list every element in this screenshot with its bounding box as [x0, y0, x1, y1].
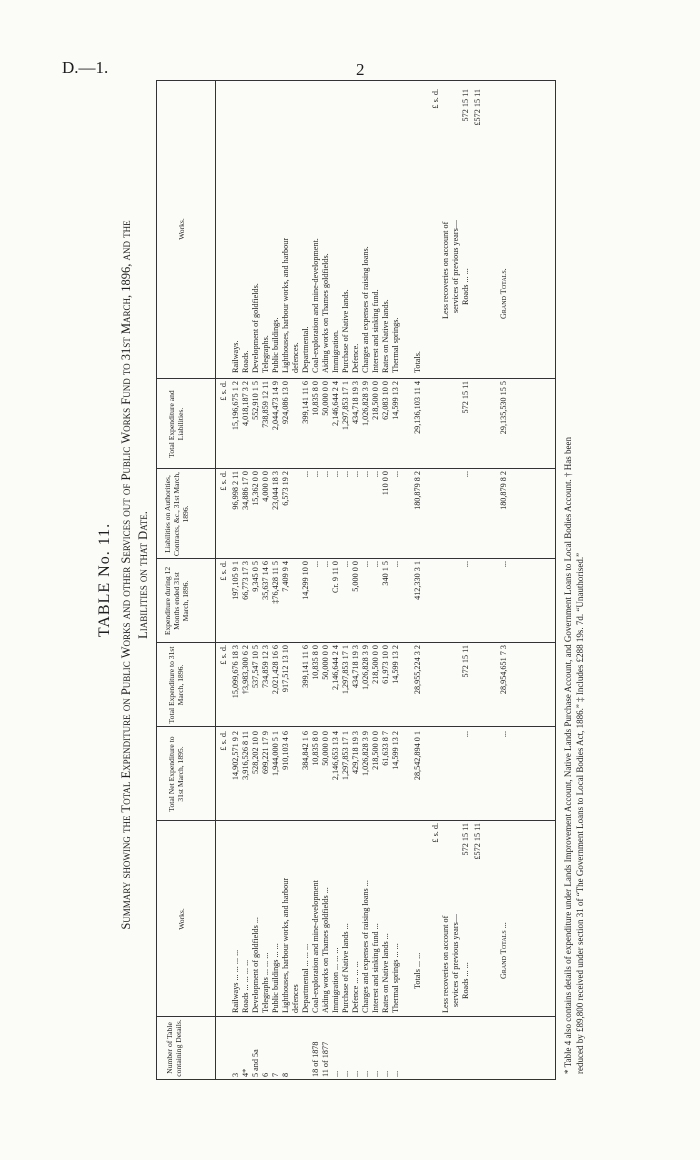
header-works-right: Works.: [177, 218, 186, 240]
row-12-during: 5,000 0 0: [351, 561, 360, 592]
row-15-totliab: 62,083 10 0: [381, 381, 390, 420]
row-15-during: 340 1 5: [381, 561, 390, 586]
row-0-works2: Railways.: [231, 340, 240, 373]
row-10-total: 2,146,644 2 4: [331, 645, 340, 691]
row-2-liab: 15,362 0 0: [251, 471, 260, 506]
row-4-liab: 23,044 18 3: [271, 471, 280, 510]
row-14-net: 218,500 0 0: [371, 731, 380, 770]
row-10-works: Immigration ... ... ...: [331, 947, 340, 1013]
header-liabilities: Liabilities on Authorities, Contracts, &c., 31st March, 1896.: [163, 471, 190, 557]
row-2-num: 5 and 5a: [251, 1049, 260, 1077]
row-1-net: 3,916,526 8 11: [241, 731, 250, 780]
row-0-total: 15,099,676 18 3: [231, 645, 240, 699]
row-4-totliab: 2,044,473 14 9: [271, 381, 280, 431]
row-10-works2: Immigration.: [331, 330, 340, 373]
recoveries-amount-right: 572 15 11: [461, 89, 470, 122]
row-4-works: Public buildings ... ...: [271, 943, 280, 1013]
grand-totliab: 29,135,530 15 5: [499, 381, 508, 435]
row-9-total: 50,000 0 0: [321, 645, 330, 680]
row-0-net: 14,902,571 9 2: [231, 731, 240, 781]
row-16-works: Thermal springs ... ...: [391, 943, 400, 1013]
row-13-net: 1,026,828 3 9: [361, 731, 370, 777]
row-3-total: 734,859 12 3: [261, 645, 270, 688]
row-11-liab: ...: [341, 471, 350, 478]
recoveries-sum: £572 15 11: [473, 823, 482, 860]
row-16-num: ...: [391, 1070, 400, 1077]
row-8-during: ...: [311, 561, 320, 568]
row-2-totliab: 552,910 1 5: [251, 381, 260, 420]
row-8-net: 10,835 8 0: [311, 731, 320, 766]
lsd-header: £ s. d.: [219, 471, 228, 491]
row-14-during: ...: [371, 561, 380, 568]
row-15-works2: Rates on Native lands.: [381, 299, 390, 373]
row-5-num: 8: [281, 1072, 290, 1077]
row-11-total: 1,297,853 17 1: [341, 645, 350, 695]
row-10-net: 2,146,653 13 4: [331, 731, 340, 781]
footnotes: [562, 80, 586, 1074]
row-4-total: 2,021,428 16 6: [271, 645, 280, 695]
table-title: [118, 80, 152, 1070]
row-2-works2: Development of goldfields.: [251, 283, 260, 373]
row-7-during: 14,299 10 0: [301, 561, 310, 600]
header-works: Works.: [177, 908, 186, 930]
row-8-liab: ...: [311, 471, 320, 478]
table-title-line-2: Liabilities on that Date.: [135, 511, 150, 639]
row-13-num: ...: [361, 1070, 370, 1077]
row-14-works2: Interest and sinking fund.: [371, 289, 380, 373]
row-13-during: ...: [361, 561, 370, 568]
rotated-table-page: [90, 80, 600, 1080]
row-12-totliab: 434,718 19 3: [351, 381, 360, 424]
row-4-net: 1,944,000 5 1: [271, 731, 280, 777]
row-11-works2: Purchase of Native lands.: [341, 289, 350, 373]
row-2-total: 537,547 10 5: [251, 645, 260, 688]
recoveries-lsd-right: £ s. d.: [431, 89, 440, 109]
row-3-net: 699,221 17 9: [261, 731, 270, 774]
recoveries-liab: ...: [461, 471, 470, 478]
row-15-liab: 110 0 0: [381, 471, 390, 496]
row-11-works: Purchase of Native lands ...: [341, 923, 350, 1013]
footnote-line-2: reduced by £89,800 received under section 31 of “The Government Loans to Local Bodies Act, 1886.” ‡ Includes £288 19s. 7d. “Unauthorised.”: [575, 552, 585, 1074]
grand-label-right: Grand Totals.: [499, 268, 508, 319]
recoveries-during: ...: [461, 561, 470, 568]
row-0-liab: 96,998 2 11: [231, 471, 240, 510]
row-0-during: 197,105 9 1: [231, 561, 240, 600]
recoveries-line1: Less recoveries on account of: [441, 915, 450, 1013]
row-13-works: Charges and expenses of raising loans ...: [361, 880, 370, 1013]
row-11-during: ...: [341, 561, 350, 568]
header-total-liabilities: Total Expenditure and Liabilities.: [167, 390, 185, 458]
row-8-works: Coal-exploration and mine-development: [311, 880, 320, 1013]
row-15-works: Rates on Native lands ...: [381, 933, 390, 1013]
row-5-during: 7,409 9 4: [281, 561, 290, 592]
totals-label-right: Totals.: [413, 351, 422, 373]
totals-liab: 180,879 8 2: [413, 471, 422, 510]
row-1-during: 66,773 17 3: [241, 561, 250, 600]
grand-label: Grand Totals ...: [499, 922, 508, 979]
row-14-total: 218,500 0 0: [371, 645, 380, 684]
row-7-works: Departmental ... ... ...: [301, 943, 310, 1013]
recoveries-amount: 572 15 11: [461, 823, 470, 856]
row-14-totliab: 218,500 0 0: [371, 381, 380, 420]
row-5-total: 917,512 13 10: [281, 645, 290, 693]
grand-total: 28,954,651 7 3: [499, 645, 508, 695]
row-7-totliab: 399,141 11 6: [301, 381, 310, 424]
row-13-works2: Charges and expenses of raising loans.: [361, 246, 370, 373]
row-11-totliab: 1,297,853 17 1: [341, 381, 350, 431]
row-7-total: 399,141 11 6: [301, 645, 310, 688]
recoveries-lsd: £ s. d.: [431, 823, 440, 843]
row-1-num: 4*: [241, 1068, 250, 1077]
row-9-works: Aiding works on Thames goldfields ...: [321, 887, 330, 1013]
recoveries-line3: Roads ... ...: [461, 962, 470, 999]
row-1-works: Roads ... ... ... ...: [241, 959, 250, 1013]
header-during-year: Expenditure during 12 Months ended 31st March, 1896.: [163, 566, 190, 636]
grand-liab: 180,879 8 2: [499, 471, 508, 510]
row-16-net: 14,599 13 2: [391, 731, 400, 770]
summary-table: [156, 80, 556, 1080]
row-12-works2: Defence.: [351, 343, 360, 373]
row-16-works2: Thermal springs.: [391, 317, 400, 373]
row-1-works2: Roads.: [241, 350, 250, 373]
row-4-works2: Public buildings.: [271, 317, 280, 373]
recoveries-sum-right: £572 15 11: [473, 89, 482, 126]
row-11-num: ...: [341, 1070, 350, 1077]
lsd-header: £ s. d.: [219, 731, 228, 751]
row-2-net: 528,202 10 0: [251, 731, 260, 774]
row-11-net: 1,297,853 17 1: [341, 731, 350, 781]
row-0-num: 3: [231, 1072, 240, 1077]
recoveries-net: ...: [461, 731, 470, 738]
row-1-total: †3,983,300 6 2: [241, 645, 250, 695]
row-12-net: 429,718 19 3: [351, 731, 360, 774]
header-number: Number of Table containing Details.: [165, 1019, 183, 1077]
row-10-num: ...: [331, 1070, 340, 1077]
row-8-num: 18 of 1878: [311, 1041, 320, 1077]
row-13-totliab: 1,026,828 3 9: [361, 381, 370, 427]
row-5-net: 910,103 4 6: [281, 731, 290, 770]
row-9-liab: ...: [321, 471, 330, 478]
row-9-works2: Aiding works on Thames goldfields.: [321, 253, 330, 373]
row-15-num: ...: [381, 1070, 390, 1077]
totals-totliab: 29,136,103 11 4: [413, 381, 422, 434]
row-16-during: ...: [391, 561, 400, 568]
recoveries-total: 572 15 11: [461, 645, 470, 678]
totals-label: Totals ... ...: [413, 952, 422, 989]
row-12-num: ...: [351, 1070, 360, 1077]
recoveries-totliab: 572 15 11: [461, 381, 470, 414]
row-3-during: 35,637 14 6: [261, 561, 270, 600]
totals-during: 412,330 3 1: [413, 561, 422, 600]
row-3-liab: 4,000 0 0: [261, 471, 270, 502]
row-16-liab: ...: [391, 471, 400, 478]
row-15-total: 61,973 10 0: [381, 645, 390, 684]
row-3-totliab: 738,859 12 11: [261, 381, 270, 428]
row-12-liab: ...: [351, 471, 360, 478]
row-0-works: Railways ... ... ... ...: [231, 949, 240, 1013]
page-reference: D.—1.: [62, 58, 109, 77]
row-5-works2: Lighthouses, harbour works, and harbour: [281, 237, 290, 373]
lsd-header: £ s. d.: [219, 561, 228, 581]
row-0-totliab: 15,196,675 1 2: [231, 381, 240, 431]
row-12-works: Defence ... ... ...: [351, 961, 360, 1013]
row-14-works: Interest and sinking fund ...: [371, 923, 380, 1013]
grand-net: ...: [499, 731, 508, 738]
row-5-works: Lighthouses, harbour works, and harbour: [281, 877, 290, 1013]
row-7-liab: ...: [301, 471, 310, 478]
table-title-line-1: Summary showing the Total Expenditure on Public Works and other Services out of Public Works Fund to 31st March, 1896, and the: [119, 220, 133, 930]
row-3-works: Telegraphs ... ... ...: [261, 952, 270, 1013]
row-2-during: 9,345 0 5: [251, 561, 260, 592]
row-10-totliab: 2,146,644 2 4: [331, 381, 340, 427]
row-12-total: 434,718 19 3: [351, 645, 360, 688]
row-8-total: 10,835 8 0: [311, 645, 320, 680]
row-5-totliab: 924,086 13 0: [281, 381, 290, 424]
lsd-header: £ s. d.: [219, 381, 228, 401]
row-10-liab: ...: [331, 471, 340, 478]
row-1-totliab: 4,018,187 3 2: [241, 381, 250, 427]
row-15-net: 61,633 8 7: [381, 731, 390, 766]
row-3-works2: Telegraphs.: [261, 335, 270, 373]
header-net-expenditure: Total Net Expenditure to 31st March, 1895.: [167, 736, 185, 812]
row-7-net: 384,842 1 6: [301, 731, 310, 770]
row-6-works: defences: [291, 984, 300, 1013]
lsd-header: £ s. d.: [219, 645, 228, 665]
row-14-num: ...: [371, 1070, 380, 1077]
totals-total: 28,955,224 3 2: [413, 645, 422, 695]
header-total-expenditure: Total Expenditure to 31st March, 1896.: [167, 646, 185, 724]
page-number: 2: [356, 60, 365, 79]
row-9-totliab: 50,000 0 0: [321, 381, 330, 416]
row-16-totliab: 14,599 13 2: [391, 381, 400, 420]
row-8-works2: Coal-exploration and mine-development.: [311, 238, 320, 373]
grand-during: ...: [499, 561, 508, 568]
row-1-liab: 34,886 17 0: [241, 471, 250, 510]
row-13-total: 1,026,828 3 9: [361, 645, 370, 691]
row-13-liab: ...: [361, 471, 370, 478]
row-9-during: ...: [321, 561, 330, 568]
row-5-liab: 6,573 19 2: [281, 471, 290, 506]
row-10-during: Cr. 9 11 0: [331, 561, 340, 593]
row-2-works: Development of goldfields ...: [251, 917, 260, 1013]
recoveries-line2-right: services of previous years—: [451, 220, 460, 313]
table-label: TABLE No. 11.: [96, 522, 113, 638]
recoveries-line2: services of previous years—: [451, 914, 460, 1007]
row-4-during: ‡76,428 11 5: [271, 561, 280, 604]
footnote-line-1: * Table 4 also contains details of expenditure under Lands Improvement Account, Native Lands Purchase Account, and Government Loans to Local Bodies Account. † Has been: [563, 436, 573, 1074]
row-6-works2: defences.: [291, 342, 300, 373]
row-9-net: 50,000 0 0: [321, 731, 330, 766]
totals-net: 28,542,894 0 1: [413, 731, 422, 781]
row-4-num: 7: [271, 1072, 280, 1077]
row-3-num: 6: [261, 1072, 270, 1077]
row-16-total: 14,599 13 2: [391, 645, 400, 684]
row-14-liab: ...: [371, 471, 380, 478]
row-7-works2: Departmental.: [301, 326, 310, 373]
row-9-num: 11 of 1877: [321, 1041, 330, 1077]
recoveries-line3-right: Roads ... ...: [461, 268, 470, 305]
recoveries-line1-right: Less recoveries on account of: [441, 221, 450, 319]
row-8-totliab: 10,835 8 0: [311, 381, 320, 416]
